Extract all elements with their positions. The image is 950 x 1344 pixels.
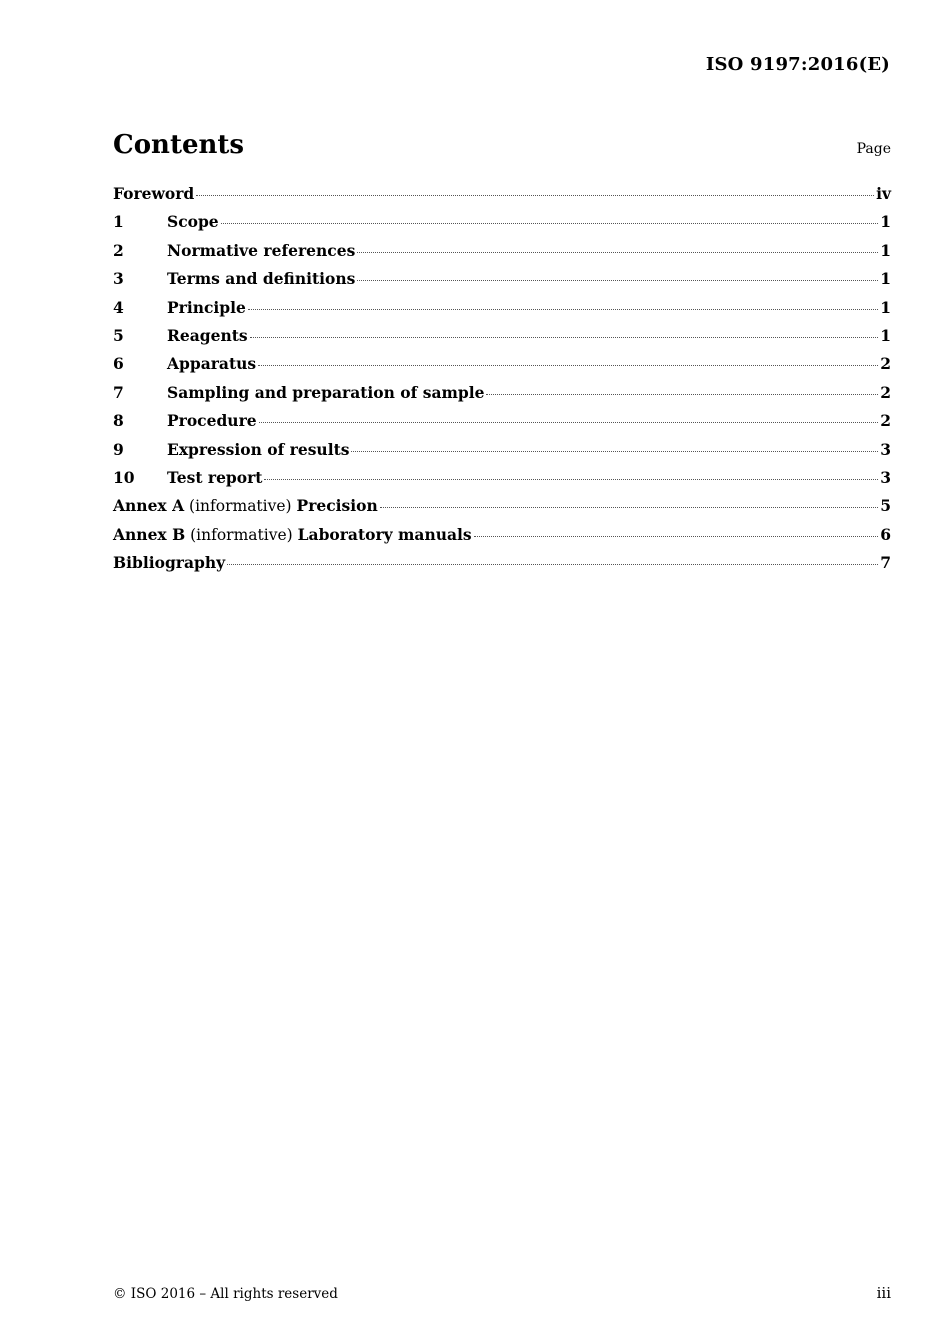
- toc-entry-test-report[interactable]: [113, 468, 891, 496]
- toc-entry-terms-and-definitions[interactable]: [113, 269, 891, 297]
- toc-entry-title: Annex A (informative) Precision: [113, 496, 378, 516]
- dot-leader: [357, 252, 878, 253]
- dot-leader: [357, 280, 878, 281]
- toc-entry-number: 1: [113, 212, 124, 232]
- document-id: ISO 9197:2016(E): [705, 54, 890, 75]
- toc-entry-page: 6: [880, 524, 891, 544]
- toc-entry-page: 2: [880, 411, 891, 431]
- toc-entry-page: 2: [880, 354, 891, 374]
- toc-entry-sampling-and-preparation[interactable]: [113, 383, 891, 411]
- toc-entry-number: 8: [113, 411, 124, 431]
- toc-entry-normative-references[interactable]: [113, 241, 891, 269]
- dot-leader: [250, 337, 879, 338]
- dot-leader: [196, 195, 874, 196]
- dot-leader: [474, 536, 879, 537]
- toc-entry-expression-of-results[interactable]: [113, 440, 891, 468]
- toc-entry-number: 2: [113, 240, 124, 260]
- dot-leader: [351, 451, 878, 452]
- page-footer: [113, 1284, 891, 1302]
- toc-entry-page: 3: [880, 439, 891, 459]
- toc-entry-title: Scope: [167, 212, 219, 232]
- copyright-notice: © ISO 2016 – All rights reserved: [113, 1286, 338, 1302]
- toc-entry-principle[interactable]: [113, 298, 891, 326]
- page-number: iii: [876, 1284, 891, 1302]
- contents-title: Contents: [113, 130, 245, 160]
- dot-leader: [227, 564, 878, 565]
- toc-entry-page: 1: [880, 297, 891, 317]
- toc-entry-title: Expression of results: [167, 439, 350, 459]
- toc-entry-title: Sampling and preparation of sample: [167, 382, 485, 402]
- toc-entry-title: Terms and definitions: [167, 269, 356, 289]
- toc-entry-page: 1: [880, 269, 891, 289]
- toc-entry-page: 3: [880, 467, 891, 487]
- toc-entry-title: Procedure: [167, 411, 257, 431]
- toc-entry-scope[interactable]: [113, 212, 891, 240]
- toc-entry-reagents[interactable]: [113, 326, 891, 354]
- toc-entry-number: 7: [113, 382, 124, 402]
- informative-label: (informative): [190, 525, 293, 544]
- toc-entry-annex-a[interactable]: [113, 496, 891, 524]
- contents-header: [113, 130, 891, 160]
- toc-entry-page: 1: [880, 212, 891, 232]
- toc-entry-title: Normative references: [167, 240, 356, 260]
- dot-leader: [258, 365, 878, 366]
- toc-entry-page: 1: [880, 240, 891, 260]
- toc-entry-number: 6: [113, 354, 124, 374]
- dot-leader: [486, 394, 878, 395]
- dot-leader: [380, 507, 878, 508]
- dot-leader: [259, 422, 879, 423]
- toc-entry-title: Apparatus: [167, 354, 257, 374]
- toc-entry-page: 5: [880, 496, 891, 516]
- toc-entry-number: 9: [113, 439, 124, 459]
- toc-entry-foreword[interactable]: [113, 184, 891, 212]
- toc-entry-page: iv: [876, 184, 891, 203]
- toc-entry-title: Principle: [167, 297, 246, 317]
- toc-entry-title: Test report: [167, 467, 263, 487]
- informative-label: (informative): [189, 497, 292, 516]
- toc-entry-page: 1: [880, 325, 891, 345]
- toc-entry-number: 3: [113, 269, 124, 289]
- dot-leader: [221, 223, 879, 224]
- toc-entry-page: 2: [880, 382, 891, 402]
- dot-leader: [264, 479, 878, 480]
- toc-entry-apparatus[interactable]: [113, 354, 891, 382]
- toc-entry-title: Foreword: [113, 184, 195, 203]
- toc-entry-annex-b[interactable]: [113, 525, 891, 553]
- page-column-label: Page: [856, 141, 891, 157]
- toc-entry-number: 10: [113, 467, 135, 487]
- table-of-contents: [113, 184, 891, 581]
- toc-entry-title: Bibliography: [113, 553, 226, 573]
- toc-entry-number: 5: [113, 325, 124, 345]
- toc-entry-number: 4: [113, 297, 124, 317]
- toc-entry-title: Reagents: [167, 325, 248, 345]
- toc-entry-bibliography[interactable]: [113, 553, 891, 581]
- dot-leader: [248, 309, 878, 310]
- toc-entry-page: 7: [880, 553, 891, 573]
- toc-entry-title: Annex B (informative) Laboratory manuals: [113, 524, 472, 544]
- toc-entry-procedure[interactable]: [113, 411, 891, 439]
